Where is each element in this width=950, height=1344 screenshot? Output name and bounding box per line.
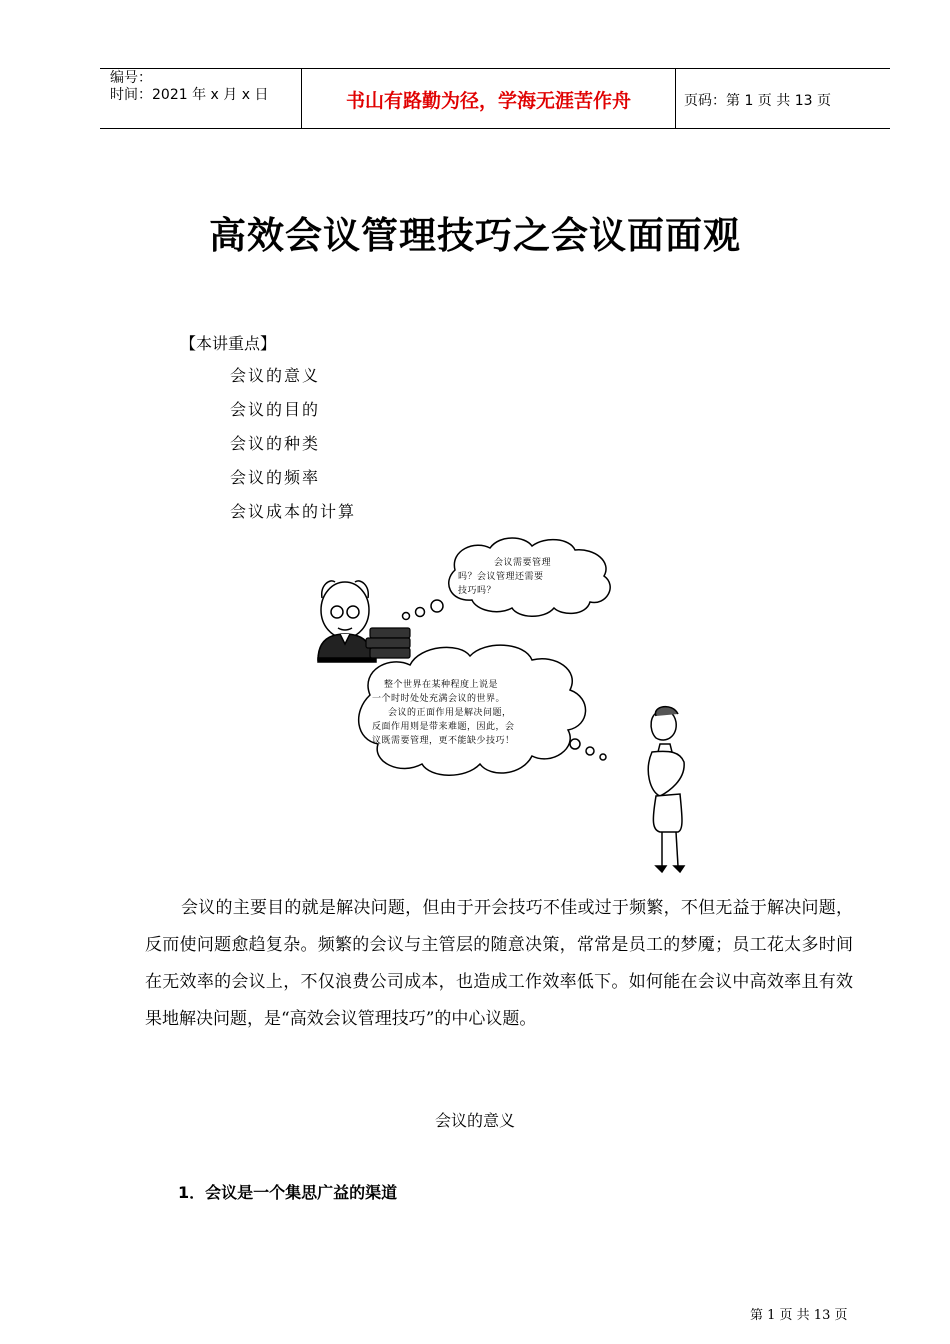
page-title: 高效会议管理技巧之会议面面观 bbox=[209, 213, 741, 257]
subsection-title: 1．会议是一个集思广益的渠道 bbox=[178, 1183, 398, 1202]
focus-item: 会议成本的计算 bbox=[230, 502, 357, 521]
bubble-line: 技巧吗？ bbox=[458, 586, 497, 596]
bubble-text-top bbox=[458, 556, 588, 598]
header-meta bbox=[110, 70, 268, 104]
intro-paragraph: 会议的主要目的就是解决问题，但由于开会技巧不佳或过于频繁，不但无益于解决问题，反而使问题愈趋复杂。频繁的会议与主管层的随意决策，常常是员工的梦魇；员工花太多时间在无效率的会议上，不仅浪费公司成本，也造成工作效率低下。如何能在会议中高效率且有效果地解决问题，是“高效会议管理技巧”的中心议题。 bbox=[145, 898, 853, 1029]
book-stack bbox=[366, 628, 410, 658]
focus-heading: 【本讲重点】 bbox=[180, 334, 277, 353]
bubble-line: 议既需要管理，更不能缺少技巧！ bbox=[372, 736, 515, 746]
header-divider bbox=[675, 68, 676, 128]
header-top-rule bbox=[100, 68, 890, 69]
number-label: 编号： bbox=[110, 70, 152, 86]
cartoon-illustration bbox=[300, 530, 720, 880]
time-label: 时间：2021 年 x 月 x 日 bbox=[110, 87, 269, 103]
bubble-line: 反面作用则是带来难题，因此，会 bbox=[372, 722, 515, 732]
page-footer: 第 1 页 共 13 页 bbox=[750, 1308, 848, 1323]
section-title: 会议的意义 bbox=[434, 1111, 515, 1130]
focus-item: 会议的种类 bbox=[230, 434, 321, 453]
woman-figure bbox=[648, 707, 684, 872]
bubble-line: 一个时时处处充满会议的世界。 bbox=[372, 694, 506, 704]
focus-list bbox=[230, 364, 356, 534]
header-page-info: 页码：第 1 页 共 13 页 bbox=[684, 93, 831, 109]
header-motto: 书山有路勤为径，学海无涯苦作舟 bbox=[345, 90, 631, 112]
bubble-text-main bbox=[372, 678, 552, 748]
focus-item: 会议的频率 bbox=[230, 468, 321, 487]
focus-item: 会议的目的 bbox=[230, 400, 321, 419]
focus-item: 会议的意义 bbox=[230, 366, 321, 385]
bubble-line: 吗？会议管理还需要 bbox=[458, 572, 544, 582]
header-bottom-rule bbox=[100, 128, 890, 129]
bubble-line: 会议需要管理 bbox=[494, 558, 552, 568]
bubble-line: 整个世界在某种程度上说是 bbox=[384, 680, 499, 690]
old-man-figure bbox=[318, 581, 376, 662]
bubble-line: 会议的正面作用是解决问题， bbox=[388, 708, 512, 718]
